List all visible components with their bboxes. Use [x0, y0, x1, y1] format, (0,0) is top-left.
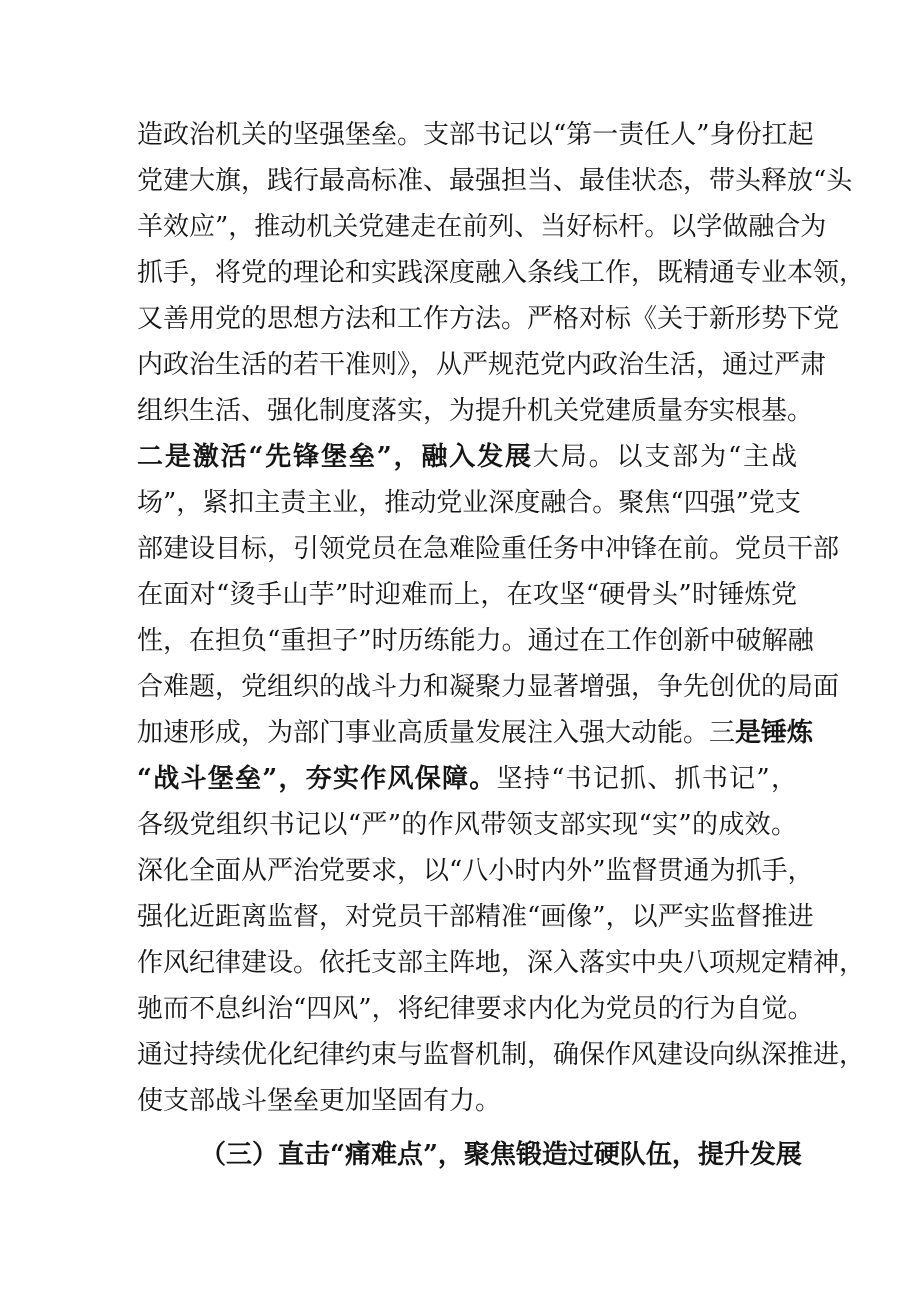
paragraph-line: 内政治生活的若干准则》，从严规范党内政治生活，通过严肃 — [137, 350, 827, 380]
bold-phrase: 二是激活“先锋堡垒”，融入发展 — [137, 442, 533, 472]
paragraph-text: 大局。以支部为“主战 — [532, 442, 797, 472]
paragraph-line: 抓手，将党的理论和实践深度融入条线工作，既精通专业本领， — [137, 258, 866, 288]
paragraph-line: 通过持续优化纪律约束与监督机制，确保作风建设向纵深推进， — [137, 1040, 866, 1070]
paragraph-text: 加速形成，为部门事业高质量发展注入强大动能。三 — [137, 718, 736, 748]
paragraph-line: 羊效应”，推动机关党建走在前列、当好标杆。以学做融合为 — [137, 212, 827, 242]
paragraph-line: 强化近距离监督，对党员干部精准“画像”，以严实监督推进 — [137, 902, 814, 932]
paragraph-line — [137, 713, 814, 753]
paragraph-line: 组织生活、强化制度落实，为提升机关党建质量夯实根基。 — [137, 396, 814, 426]
paragraph-line: 作风纪律建设。依托支部主阵地，深入落实中央八项规定精神， — [137, 948, 866, 978]
paragraph-line: 深化全面从严治党要求，以“八小时内外”监督贯通为抓手， — [137, 856, 814, 886]
paragraph-line: 性，在担负“重担子”时历练能力。通过在工作创新中破解融 — [137, 626, 814, 656]
paragraph-line: 驰而不息纠治“四风”，将纪律要求内化为党员的行为自觉。 — [137, 994, 814, 1024]
bold-phrase: “战斗堡垒”，夯实作风保障。 — [137, 764, 497, 794]
paragraph-line: 合难题，党组织的战斗力和凝聚力显著增强，争先创优的局面 — [137, 672, 840, 702]
paragraph-line: 各级党组织书记以“严”的作风带领支部实现“实”的成效。 — [137, 810, 797, 840]
paragraph-line: 在面对“烫手山芋”时迎难而上，在攻坚“硬骨头”时锤炼党 — [137, 580, 797, 610]
paragraph-line — [137, 437, 797, 477]
section-heading: （三）直击“痛难点”，聚焦锻造过硬队伍，提升发展 — [200, 1140, 802, 1170]
paragraph-line — [137, 759, 797, 799]
paragraph-line: 使支部战斗堡垒更加坚固有力。 — [137, 1086, 502, 1116]
bold-phrase: 是锤炼 — [735, 718, 814, 748]
paragraph-text: 坚持“书记抓、抓书记”， — [496, 764, 797, 794]
paragraph-line: 部建设目标，引领党员在急难险重任务中冲锋在前。党员干部 — [137, 534, 840, 564]
paragraph-line: 场”，紧扣主责主业，推动党业深度融合。聚焦“四强”党支 — [137, 488, 801, 518]
paragraph-line: 造政治机关的坚强堡垒。支部书记以“第一责任人”身份扛起 — [137, 120, 814, 150]
paragraph-line: 又善用党的思想方法和工作方法。严格对标《关于新形势下党 — [137, 304, 840, 334]
paragraph-line: 党建大旗，践行最高标准、最强担当、最佳状态，带头释放“头 — [137, 166, 853, 196]
